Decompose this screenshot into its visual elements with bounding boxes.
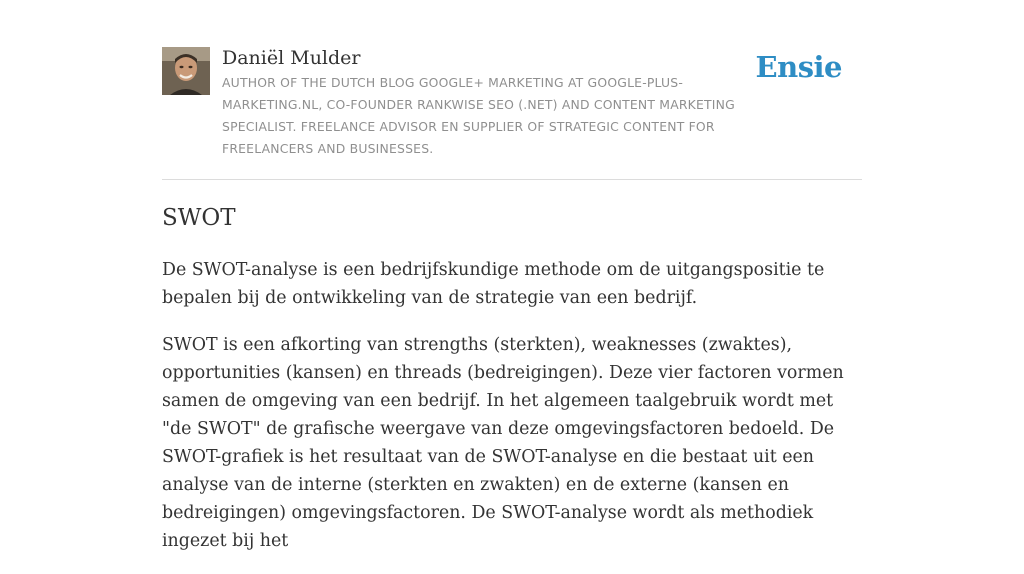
author-avatar[interactable] [162, 47, 210, 95]
ensie-logo-link[interactable]: Ensie [755, 50, 842, 84]
header-divider [162, 179, 862, 180]
author-bio: AUTHOR OF THE DUTCH BLOG GOOGLE+ MARKETING AT GOOGLE-PLUS-MARKETING.NL, CO-FOUNDER RANKWISE SEO (.NET) AND CONTENT MARKETING SPECIALIST. FREELANCE ADVISOR EN SUPPLIER OF STRATEGIC CONTENT FOR FREELANCERS AND BUSINESSES. [222, 75, 735, 156]
article-body [162, 256, 862, 574]
article-paragraph: SWOT is een afkorting van strengths (sterkten), weaknesses (zwaktes), opportunities (kansen) en threads (bedreigingen). Deze vier factoren vormen samen de omgeving van een bedrijf. In het algemeen taalgebruik wordt met "de SWOT" de grafische weergave van deze omgevingsfactoren bedoeld. De SWOT-grafiek is het resultaat van de SWOT-analyse en die bestaat uit een analyse van de interne (sterkten en zwakten) en de externe (kansen en bedreigingen) omgevingsfactoren. De SWOT-analyse wordt als methodiek ingezet bij het [162, 335, 844, 551]
user-photo-icon [162, 47, 210, 95]
author-name[interactable]: Daniël Mulder [222, 47, 361, 69]
article-paragraph: De SWOT-analyse is een bedrijfskundige methode om de uitgangspositie te bepalen bij de ontwikkeling van de strategie van een bedrijf. [162, 260, 825, 308]
article-title: SWOT [162, 205, 236, 231]
